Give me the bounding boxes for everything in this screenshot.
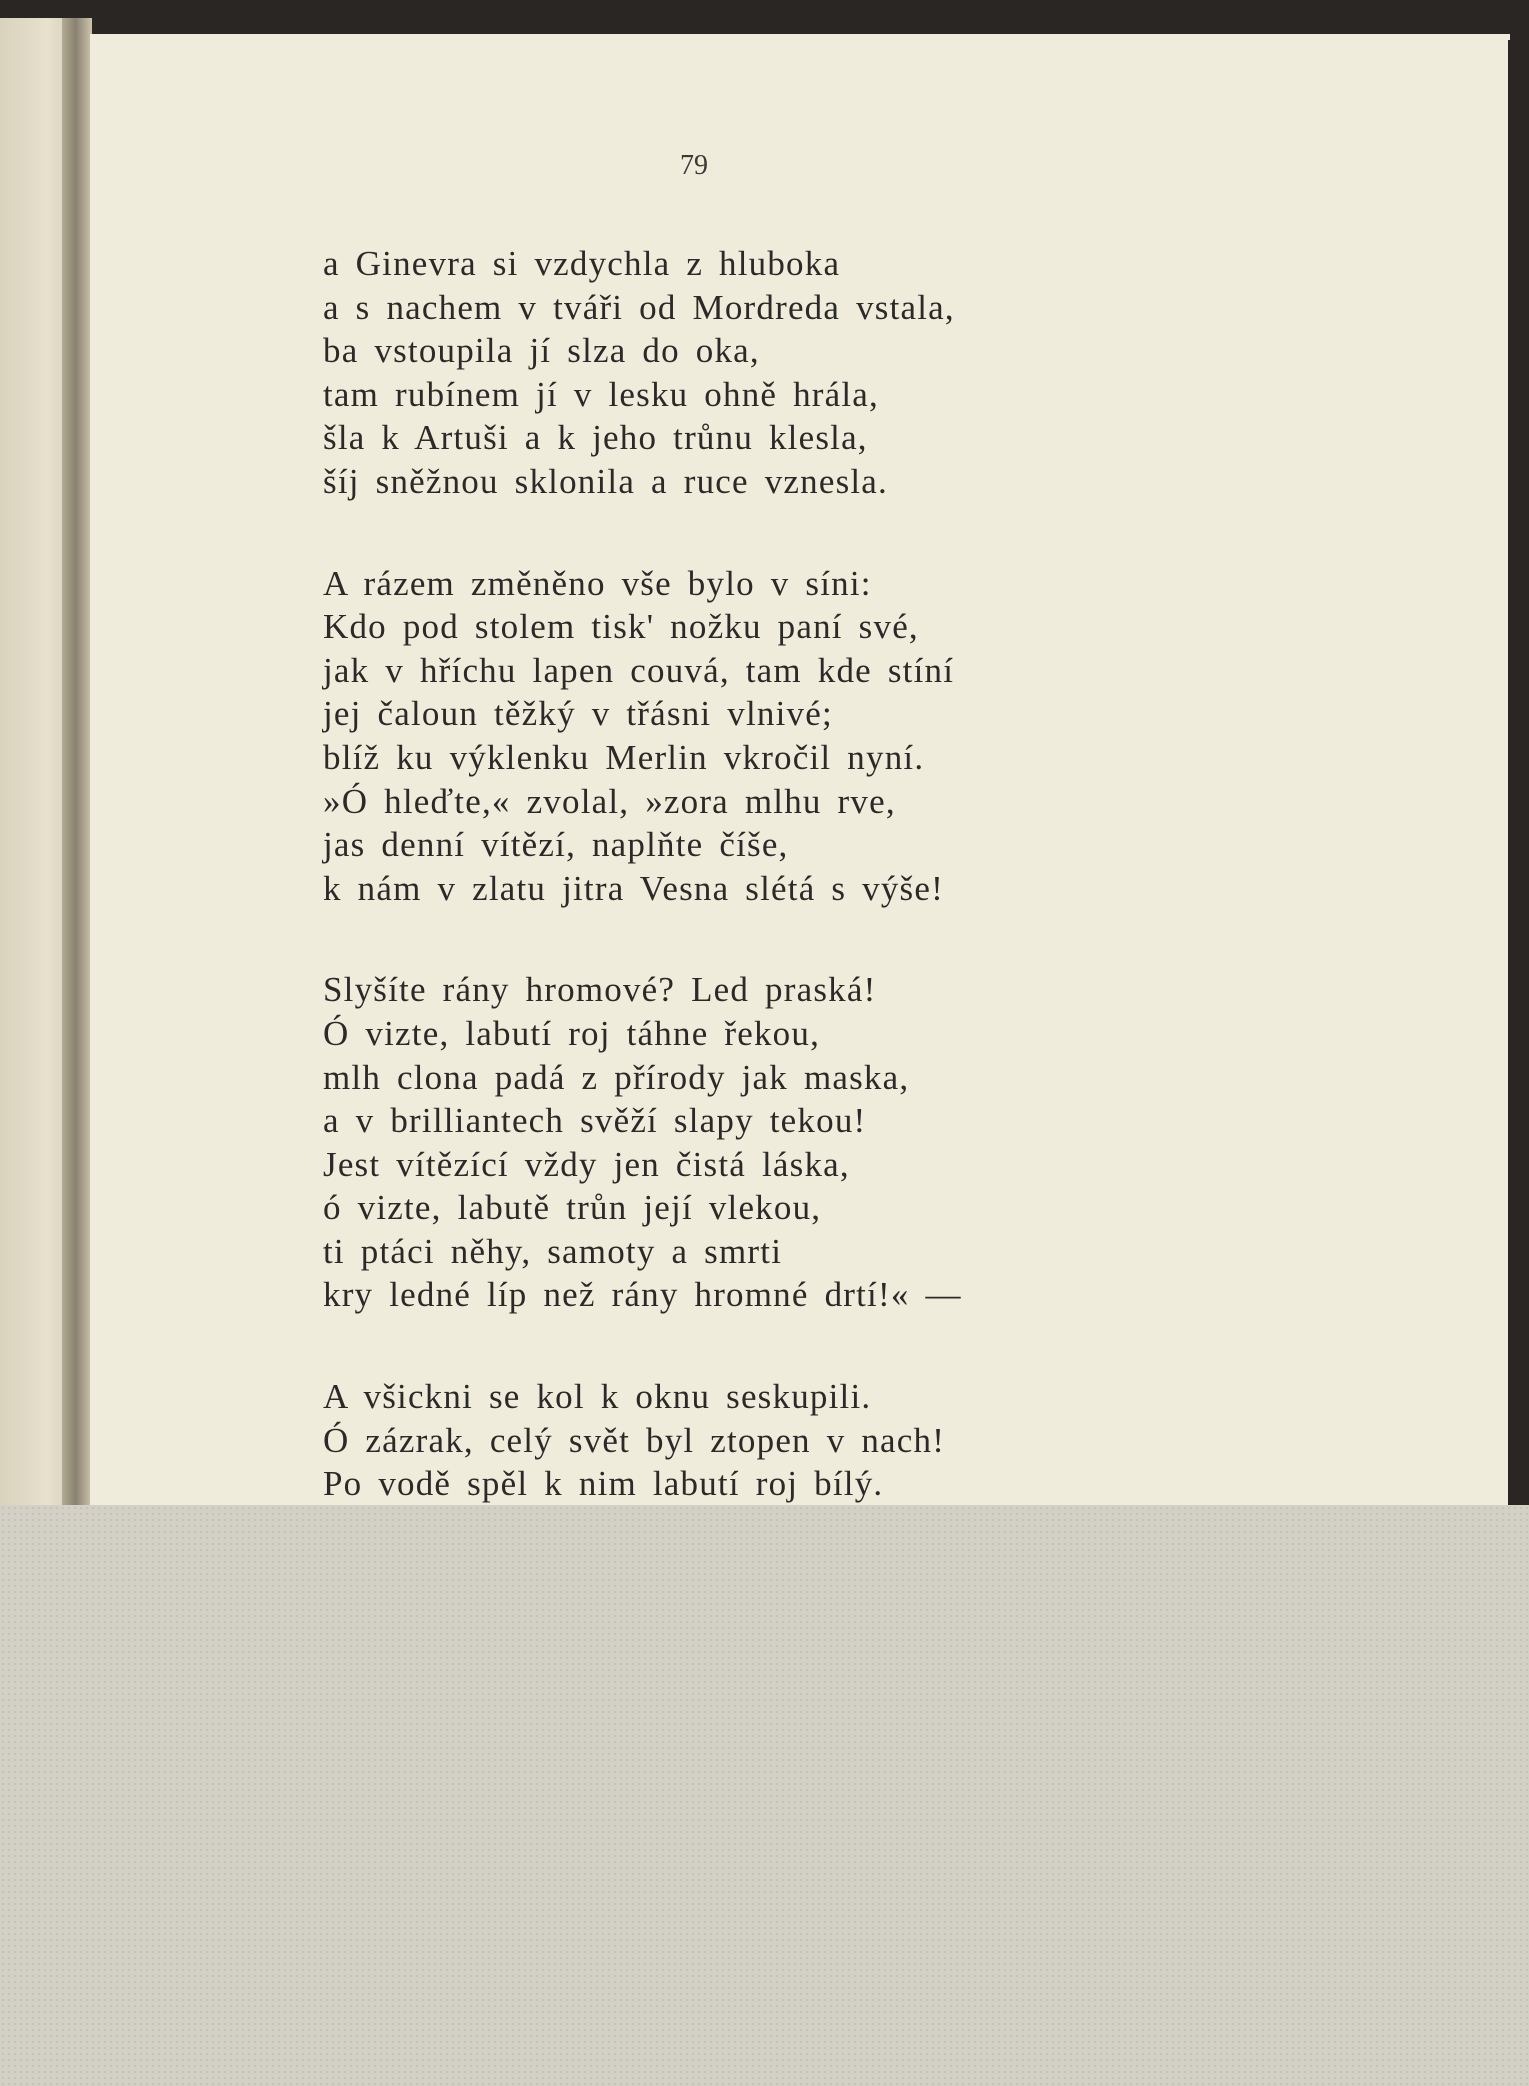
book-gutter xyxy=(62,18,92,1505)
poem-line: Po vodě spěl k nim labutí roj bílý. xyxy=(323,1464,884,1504)
poem-line: A všickni se kol k oknu seskupili. xyxy=(323,1377,872,1417)
stanza xyxy=(323,242,962,504)
poem-line: ó vizte, labutě trůn její vlekou, xyxy=(323,1188,822,1228)
page-edge-shadow xyxy=(1508,40,1529,1505)
poem-line: a Ginevra si vzdychla z hluboka xyxy=(323,244,841,283)
poem-line: a s nachem v tváři od Mordreda vstala, xyxy=(323,287,955,327)
poem-line: Slyšíte rány hromové? Led praská! xyxy=(323,970,877,1010)
poem-line: Jest vítězící vždy jen čistá láska, xyxy=(323,1144,850,1184)
poem-line: A rázem změněno vše bylo v síni: xyxy=(323,563,872,603)
stanza xyxy=(323,968,962,1317)
page-number: 79 xyxy=(680,150,708,181)
poem-text xyxy=(323,242,962,1505)
stanza xyxy=(323,562,962,911)
poem-line: tam rubínem jí v lesku ohně hrála, xyxy=(323,374,879,414)
poem-line: »Ó hleďte,« zvolal, »zora mlhu rve, xyxy=(323,781,896,821)
poem-line: k nám v zlatu jitra Vesna slétá s výše! xyxy=(323,868,944,908)
poem-line: ba vstoupila jí slza do oka, xyxy=(323,331,760,371)
poem-line: šla k Artuši a k jeho trůnu klesla, xyxy=(323,418,868,458)
poem-line: Kdo pod stolem tisk' nožku paní své, xyxy=(323,607,919,647)
poem-line: blíž ku výklenku Merlin vkročil nyní. xyxy=(323,737,925,777)
poem-line: jak v hříchu lapen couvá, tam kde stíní xyxy=(323,650,955,690)
poem-line: Ó vizte, labutí roj táhne řekou, xyxy=(323,1013,821,1053)
poem-line: jas denní vítězí, naplňte číše, xyxy=(323,825,789,865)
poem-line: šíj sněžnou sklonila a ruce vznesla. xyxy=(323,461,888,501)
poem-line: jej čaloun těžký v třásni vlnivé; xyxy=(323,694,833,734)
poem-line: a v brilliantech svěží slapy tekou! xyxy=(323,1101,867,1141)
stanza xyxy=(323,1375,962,1505)
poem-line: kry ledné líp než rány hromné drtí!« — xyxy=(323,1275,962,1315)
poem-line: ti ptáci něhy, samoty a smrti xyxy=(323,1231,783,1271)
poem-line: Ó zázrak, celý svět byl ztopen v nach! xyxy=(323,1420,946,1460)
blank-lower-area xyxy=(0,1505,1529,2086)
poem-line: mlh clona padá z přírody jak maska, xyxy=(323,1057,910,1097)
